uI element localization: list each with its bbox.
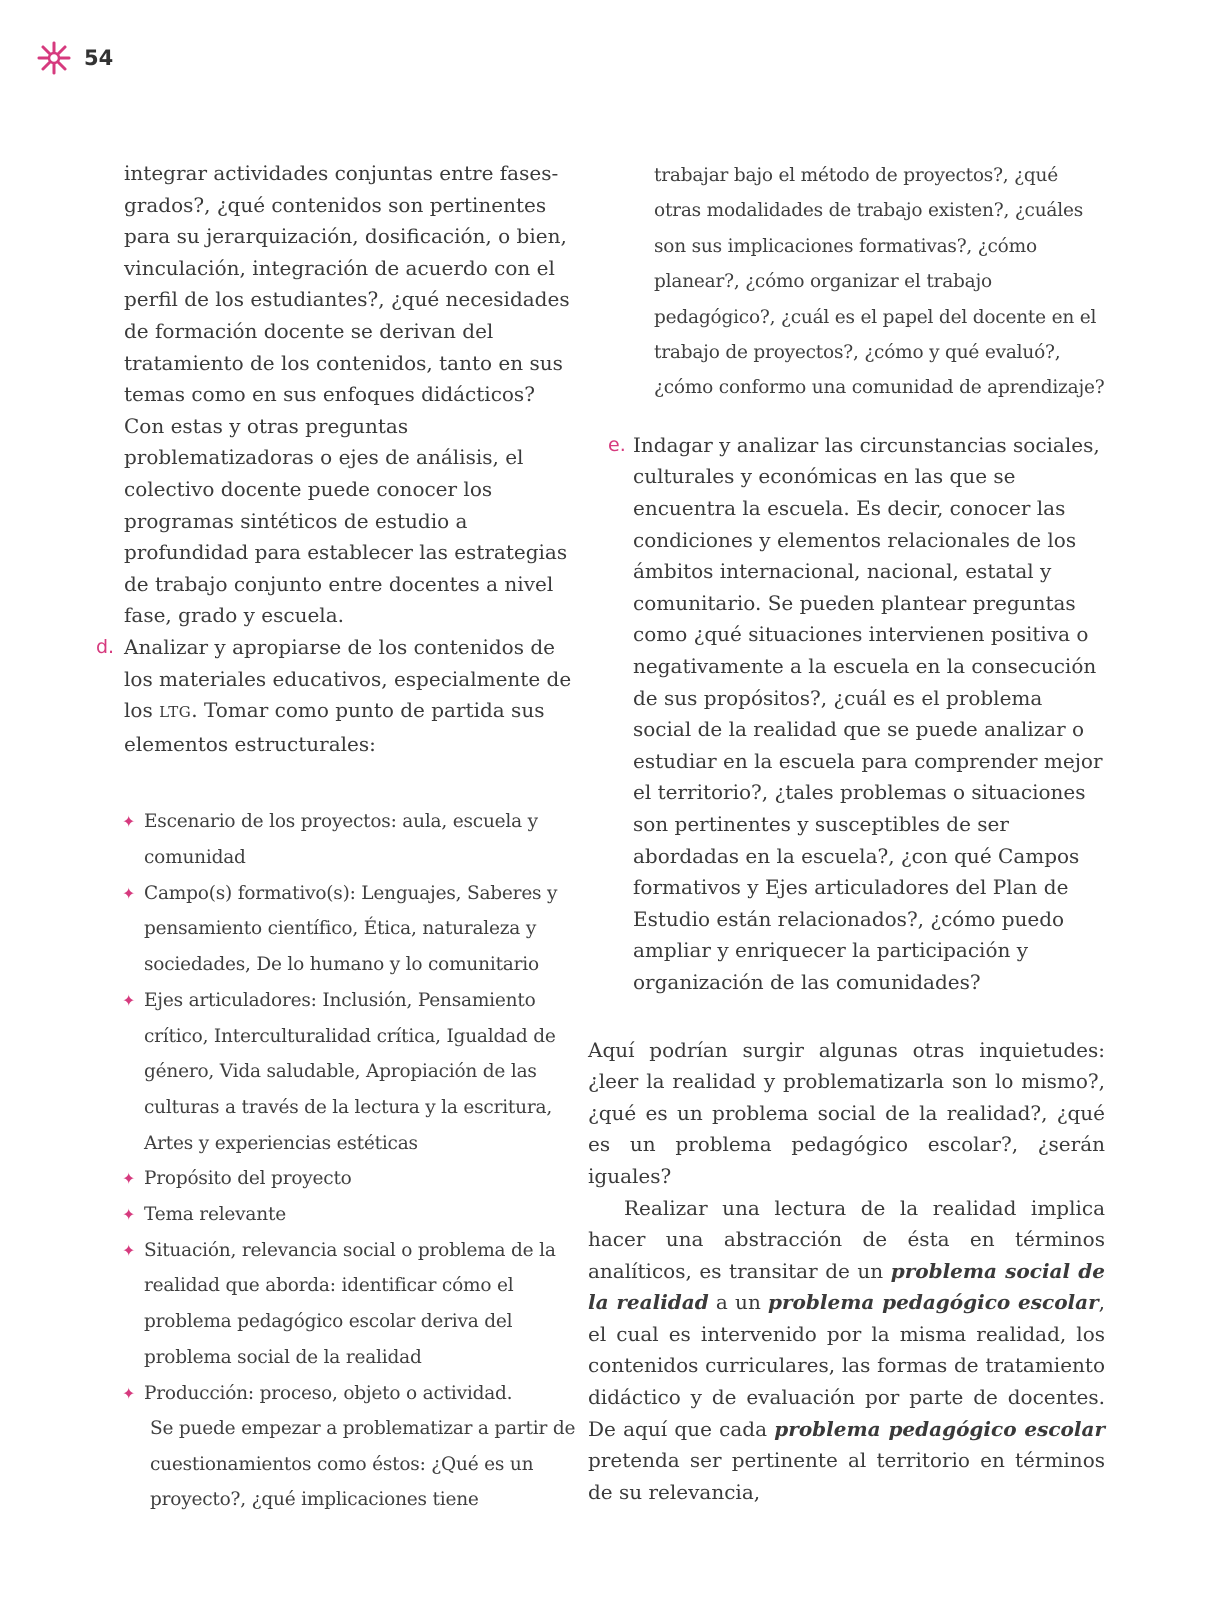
list-item: ✦ Campo(s) formativo(s): Lenguajes, Saberes y pensamiento científico, Ética, naturaleza y sociedades, De lo humano y lo comunitario — [144, 876, 576, 983]
left-column — [96, 158, 576, 1517]
bullet-diamond-icon: ✦ — [122, 812, 136, 832]
closing-section — [588, 1035, 1105, 1509]
bullet-diamond-icon: ✦ — [122, 1205, 136, 1225]
page-header — [36, 40, 113, 76]
list-item: ✦ Situación, relevancia social o problema de la realidad que aborda: identificar cómo el problema pedagógico escolar deriva del problema social de la realidad — [144, 1233, 576, 1376]
pink-asterisk-flower-icon — [36, 40, 72, 76]
list-item: ✦ Producción: proceso, objeto o actividad. — [144, 1376, 576, 1412]
item-letter-e: e. — [608, 433, 626, 456]
emphasis-term: problema pedagógico escolar — [768, 1290, 1099, 1315]
list-item-e — [600, 430, 1105, 999]
list-item: ✦ Ejes articuladores: Inclusión, Pensamiento crítico, Interculturalidad crítica, Igualdad de género, Vida saludable, Apropiación de las culturas a través de la lectura y la escritura, Artes y experiencias estéticas — [144, 983, 576, 1162]
list-item: ✦ Tema relevante — [144, 1197, 576, 1233]
bullet-diamond-icon: ✦ — [122, 990, 136, 1010]
paragraph-inquietudes: Aquí podrían surgir algunas otras inquietudes: ¿leer la realidad y problematizarla son lo mismo?, ¿qué es un problema social de la realidad?, ¿qué es un problema pedagógico escolar?, ¿serán iguales? — [588, 1037, 1105, 1188]
continued-paragraph: integrar actividades conjuntas entre fases-grados?, ¿qué contenidos son pertinentes para su jerarquización, dosificación, o bien, vinculación, integración de acuerdo con el perfil de los estudiantes?, ¿qué necesidades de formación docente se derivan del tratamiento de los contenidos, tanto en sus temas como en sus enfoques didácticos? Con estas y otras preguntas problematizadoras o ejes de análisis, el colectivo docente puede conocer los programas sintéticos de estudio a profundidad para establecer las estrategias de trabajo conjunto entre docentes a nivel fase, grado y escuela. — [124, 161, 570, 628]
list-item: ✦ Escenario de los proyectos: aula, escuela y comunidad — [144, 804, 576, 875]
item-letter-d: d. — [96, 635, 115, 658]
bullet-diamond-icon: ✦ — [122, 1169, 136, 1189]
paragraph-lectura-realidad: Realizar una lectura de la realidad implica hacer una abstracción de ésta en términos analíticos, es transitar de un problema social de la realidad a un problema pedagógico escolar, el cual es intervenido por la misma realidad, los contenidos curriculares, las formas de tratamiento didáctico y de evaluación por parte de docentes. De aquí que cada problema pedagógico escolar pretenda ser pertinente al territorio en términos de su relevancia, — [588, 1195, 1105, 1504]
structural-elements-list — [96, 804, 576, 1411]
emphasis-term: problema pedagógico escolar — [774, 1416, 1105, 1441]
list-item: ✦ Propósito del proyecto — [144, 1161, 576, 1197]
bullet-diamond-icon: ✦ — [122, 1240, 136, 1260]
emphasis-term: problema social de la realidad — [588, 1258, 1105, 1315]
problematize-paragraph-continued: trabajar bajo el método de proyectos?, ¿qué otras modalidades de trabajo existen?, ¿cuáles son sus implicaciones formativas?, ¿cómo planear?, ¿cómo organizar el trabajo pedagógico?, ¿cuál es el papel del docente en el trabajo de proyectos?, ¿cómo y qué evaluó?, ¿cómo conformo una comunidad de aprendizaje? — [654, 165, 1105, 399]
item-d-text: Analizar y apropiarse de los contenidos de los materiales educativos, especialmente de los LTG. Tomar como punto de partida sus elementos estructurales: — [124, 634, 572, 756]
bullet-diamond-icon: ✦ — [122, 883, 136, 903]
ltg-abbreviation: LTG — [159, 703, 192, 722]
item-e-text: Indagar y analizar las circunstancias sociales, culturales y económicas en las que se encuentra la escuela. Es decir, conocer las condiciones y elementos relacionales de los ámbitos internacional, nacional, estatal y comunitario. Se pueden plantear preguntas como ¿qué situaciones intervienen positiva o negativamente a la escuela en la consecución de sus propósitos?, ¿cuál es el problema social de la realidad que se puede analizar o estudiar en la escuela para comprender mejor el territorio?, ¿tales problemas o situaciones son pertinentes y susceptibles de ser abordadas en la escuela?, ¿con qué Campos formativos y Ejes articuladores del Plan de Estudio están relacionados?, ¿cómo puedo ampliar y enriquecer la participación y organización de las comunidades? — [633, 432, 1103, 994]
list-item-d — [96, 632, 576, 760]
page-number: 54 — [84, 46, 114, 70]
right-column — [588, 158, 1105, 1508]
problematize-paragraph: Se puede empezar a problematizar a partir de cuestionamientos como éstos: ¿Qué es un proyecto?, ¿qué implicaciones tiene — [150, 1418, 576, 1511]
bullet-diamond-icon: ✦ — [122, 1383, 136, 1403]
